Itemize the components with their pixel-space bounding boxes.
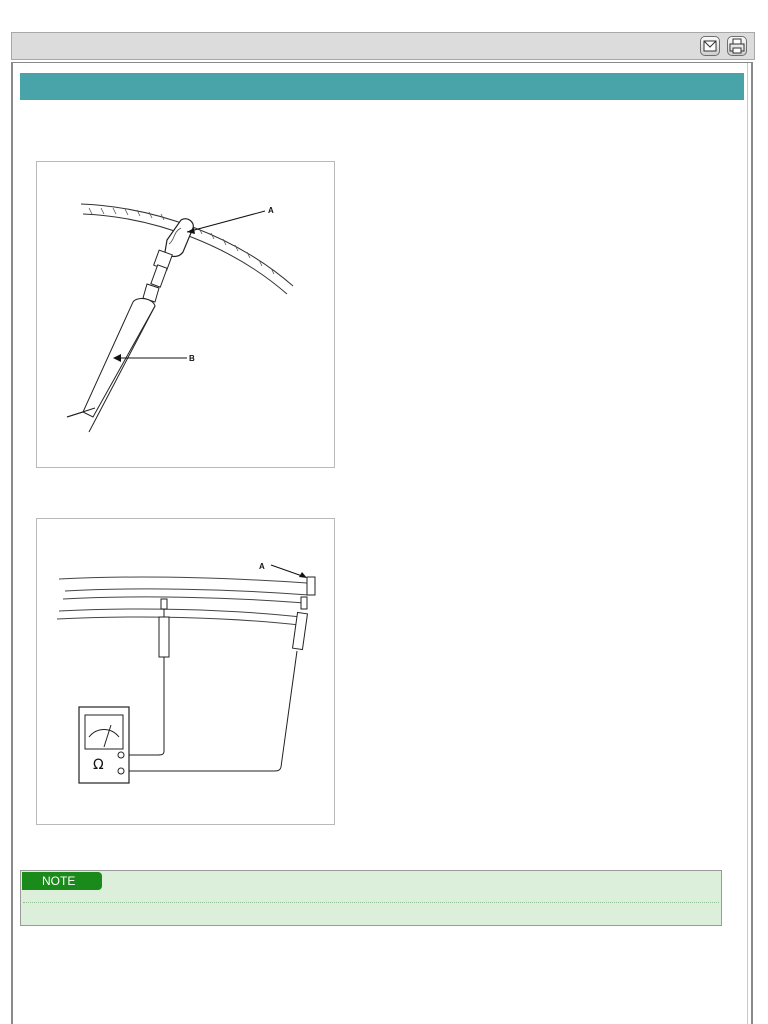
defogger-lines: [57, 577, 309, 625]
wire: [81, 204, 293, 294]
ohmmeter: [79, 707, 129, 783]
ohm-symbol: Ω: [93, 757, 104, 773]
envelope-icon: [701, 37, 719, 55]
print-button[interactable]: [727, 36, 747, 56]
label-a: A: [259, 562, 265, 571]
probe-left: [125, 599, 169, 755]
note-box: [20, 870, 722, 926]
ohmmeter-figure: [36, 518, 335, 825]
label-a: A: [268, 206, 274, 215]
antenna-tool-figure: [36, 161, 335, 468]
label-b: B: [189, 354, 195, 363]
printer-icon: [728, 37, 746, 55]
note-divider: [23, 902, 719, 903]
document-toolbar: [11, 32, 755, 60]
email-button[interactable]: [700, 36, 720, 56]
note-badge: NOTE: [22, 872, 102, 890]
section-header: [20, 73, 744, 100]
connector: [151, 219, 193, 287]
